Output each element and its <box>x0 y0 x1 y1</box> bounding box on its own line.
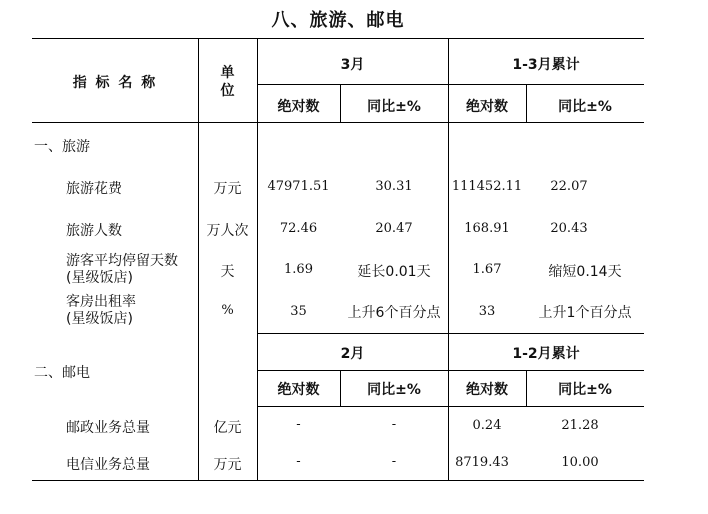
section-label-post-telecom: 二、邮电 <box>34 365 90 381</box>
row-c-abs: 33 <box>478 304 496 319</box>
header-mid-line <box>257 84 644 85</box>
section-label-tourism: 一、旅游 <box>34 139 90 155</box>
section2-period2-header: 1-2月累计 <box>512 346 580 362</box>
row-c-abs: 8719.43 <box>455 455 509 470</box>
unit-header-line1: 单 <box>220 65 235 81</box>
row-name: 旅游花费 <box>66 181 122 197</box>
c-abs-header: 绝对数 <box>466 99 508 115</box>
section2-c-yoy-header: 同比±% <box>558 382 612 398</box>
row-c-abs: 1.67 <box>472 262 502 277</box>
section2-header-bottom-line <box>257 406 644 407</box>
row-unit: 亿元 <box>213 420 242 436</box>
row-name: 旅游人数 <box>66 223 122 239</box>
row-m-abs: 72.46 <box>279 221 318 236</box>
row-m-yoy: - <box>391 417 397 432</box>
row-unit: 天 <box>220 264 235 280</box>
row-name: 邮政业务总量 <box>66 420 150 436</box>
period2-header: 1-3月累计 <box>512 57 580 73</box>
row-m-yoy: - <box>391 454 397 469</box>
row-name-line1: 游客平均停留天数 <box>66 253 178 269</box>
section2-m-abs-header: 绝对数 <box>277 382 320 398</box>
row-name-line1: 客房出租率 <box>66 294 136 310</box>
unit-header-line2: 位 <box>220 83 235 99</box>
row-name-line2: (星级饭店) <box>66 270 133 286</box>
row-unit: 万人次 <box>206 223 249 239</box>
m-abs-header: 绝对数 <box>277 99 320 115</box>
row-name: 电信业务总量 <box>66 457 150 473</box>
row-m-yoy: 30.31 <box>375 179 413 194</box>
row-m-abs: - <box>296 417 301 432</box>
row-c-abs: 111452.11 <box>451 179 523 194</box>
row-c-abs: 168.91 <box>464 221 510 236</box>
period1-header: 3月 <box>340 57 365 73</box>
row-m-yoy: 上升6个百分点 <box>347 305 441 321</box>
row-unit: % <box>221 303 234 318</box>
m-yoy-header: 同比±% <box>367 99 421 115</box>
row-m-yoy: 20.47 <box>375 221 413 236</box>
page-title: 八、旅游、邮电 <box>271 10 405 31</box>
row-c-yoy: 缩短0.14天 <box>548 264 622 280</box>
row-c-yoy: 22.07 <box>550 179 588 194</box>
row-unit: 万元 <box>213 181 242 197</box>
section2-m-yoy-header: 同比±% <box>367 382 421 398</box>
row-c-abs: 0.24 <box>472 418 502 433</box>
row-c-yoy: 10.00 <box>561 455 599 470</box>
row-m-abs: 35 <box>290 304 307 319</box>
header-bottom-border <box>32 122 644 123</box>
row-unit: 万元 <box>213 457 242 473</box>
row-name-line2: (星级饭店) <box>66 311 133 327</box>
row-m-yoy: 延长0.01天 <box>357 264 431 280</box>
section2-c-abs-header: 绝对数 <box>466 382 508 398</box>
c-yoy-header: 同比±% <box>558 99 612 115</box>
row-c-yoy: 21.28 <box>561 418 599 433</box>
section2-header-mid-line <box>257 370 644 371</box>
section2-header-top-line <box>257 333 644 334</box>
column-divider-name <box>198 38 199 480</box>
row-m-abs: 1.69 <box>284 262 313 277</box>
table-bottom-border <box>32 480 644 481</box>
indicator-name-header: 指 标 名 称 <box>72 75 158 91</box>
row-c-yoy: 20.43 <box>550 221 588 236</box>
row-c-yoy: 上升1个百分点 <box>538 305 632 321</box>
table-top-border <box>32 38 644 39</box>
section2-period1-header: 2月 <box>340 346 365 362</box>
row-m-abs: - <box>296 454 301 469</box>
row-m-abs: 47971.51 <box>267 179 330 194</box>
